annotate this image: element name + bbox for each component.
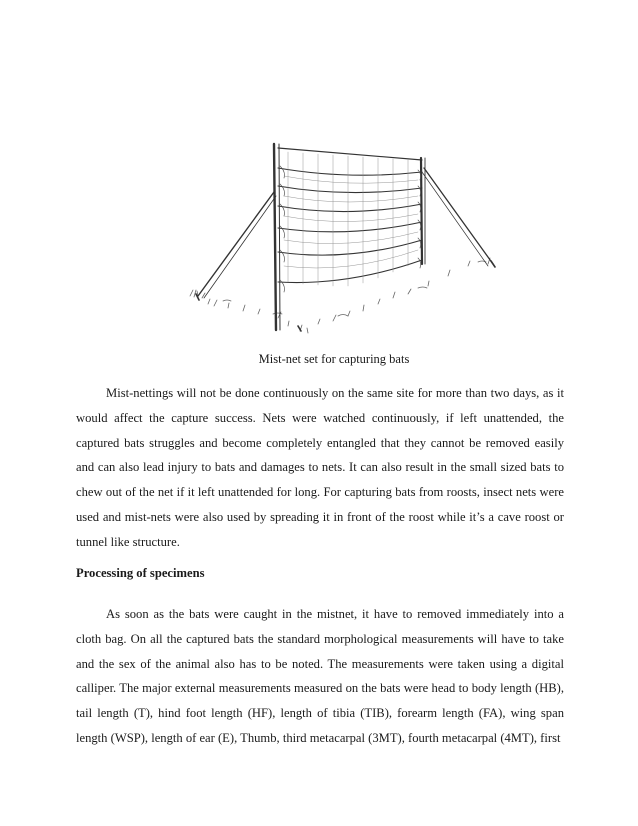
mist-net-drawing-icon — [188, 136, 508, 346]
section-heading: Processing of specimens — [76, 566, 205, 580]
figure-caption: Mist-net set for capturing bats — [258, 352, 410, 366]
paragraph-mist-netting: Mist-nettings will not be done continuously on the same site for more than two days, as it would affect the capture success. Nets were watched continuously, if left unattended, the captured bats struggles and become completely entangled that they cannot be removed easily and can also lead injury to bats and damages to nets. It can also result in the small sized bats to chew out of the net if it left unattended for long. For capturing bats from roosts, insect nets were used and mist-nets were also used by spreading it in front of the roost while it’s a cave roost or tunnel like structure. — [76, 386, 564, 549]
paragraph-processing: As soon as the bats were caught in the mistnet, it have to removed immediately into a cloth bag. On all the captured bats the standard morphological measurements will have to take and the sex of the animal also has to be noted. The measurements were taken using a digital calliper. The major external measurements measured on the bats were head to body length (HB), tail length (T), hind foot length (HF), length of tibia (TIB), forearm length (FA), wing span length (WSP), length of ear (E), Thumb, third metacarpal (3MT), fourth metacarpal (4MT), first — [76, 607, 564, 745]
mist-net-figure — [188, 136, 508, 346]
